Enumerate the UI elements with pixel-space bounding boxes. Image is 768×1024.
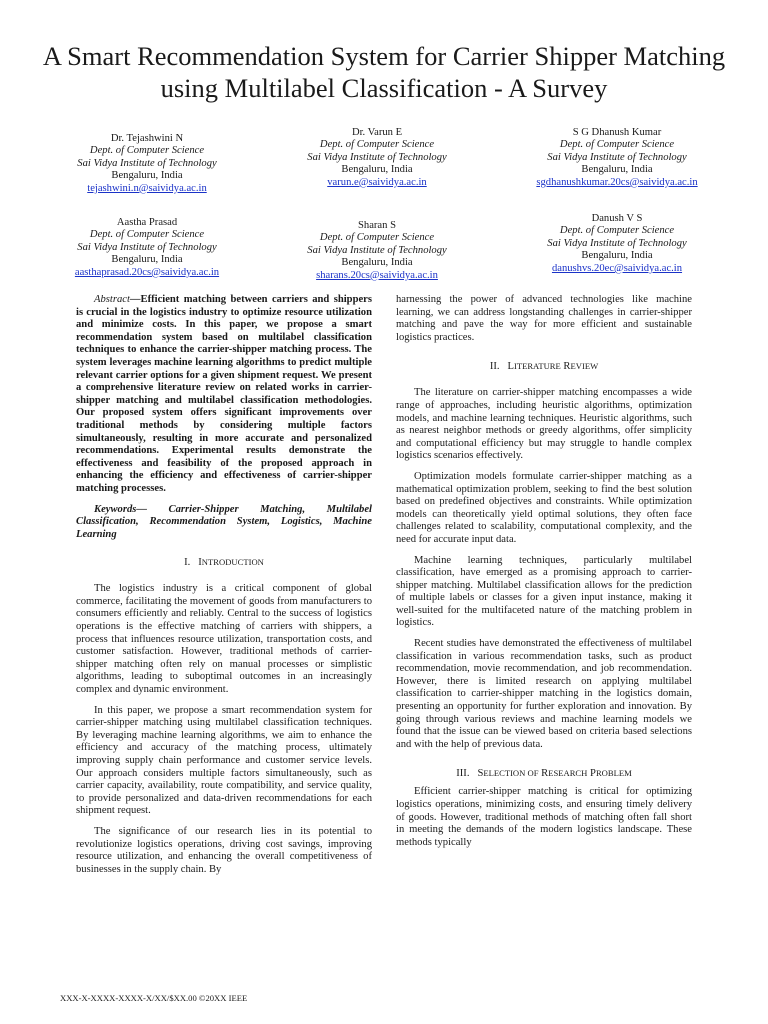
author-institute: Sai Vidya Institute of Technology: [307, 151, 447, 163]
author-dept: Dept. of Computer Science: [559, 225, 675, 237]
author-name: S G Dhanush Kumar: [572, 127, 662, 138]
author-name: Dr. Tejashwini N: [110, 133, 184, 144]
author-dept: Dept. of Computer Science: [89, 145, 205, 157]
author-email-link[interactable]: danushvs.20ec@saividya.ac.in: [551, 262, 683, 274]
abstract: [76, 294, 372, 496]
literature-paragraph-1: The literature on carrier-shipper matching encompasses a wide range of approaches, including heuristic algorithms, optimization models, and machine learning techniques. Heuristic algorithms, such as nearest neighbor methods or greedy algorithms, offer simplicity and computational efficiency but may struggle to handle complex logistics scenarios effectively.: [396, 387, 692, 462]
author-location: Bengaluru, India: [581, 164, 653, 176]
author-block-6: [502, 213, 732, 275]
author-email-link[interactable]: tejashwini.n@saividya.ac.in: [87, 182, 207, 194]
author-institute: Sai Vidya Institute of Technology: [77, 157, 217, 169]
intro-paragraph-1: The logistics industry is a critical component of global commerce, facilitating the movement of goods from manufacturers to consumers efficiently and reliably. Central to the success of logistics operations is the effective matching of carriers with shippers, a process that influences resource utilization, transportation costs, and customer satisfaction. However, traditional methods of carrier-shipper matching often rely on manual processes or simplistic algorithms, leading to suboptimal outcomes in an increasingly complex and dynamic environment.: [76, 583, 372, 696]
author-location: Bengaluru, India: [111, 254, 183, 266]
author-location: Bengaluru, India: [341, 164, 413, 176]
literature-paragraph-2: Optimization models formulate carrier-shipper matching as a mathematical optimization problem, seeking to find the best solution based on predefined objectives and constraints. While optimization models can theoretically yield optimal solutions, they often face challenges related to scalability, computational complexity, and the need for accurate input data.: [396, 470, 692, 545]
author-institute: Sai Vidya Institute of Technology: [307, 244, 447, 256]
abstract-text: Efficient matching between carriers and shippers is crucial in the logistics industry to optimize resource utilization and minimize costs. In this paper, we propose a smart recommendation system based on multilabel classification techniques to enhance the carrier-shipper matching process. The system leverages machine learning algorithms to predict multiple relevant carrier options for a given shipment request. We present a comprehensive literature review on related works in carrier-shipper matching and multilabel classification methodologies. Our proposed system offers significant improvements over traditional methods by considering multiple factors simultaneously, resulting in more accurate and personalized recommendations. Experimental results demonstrate the effectiveness and feasibility of the proposed approach in enhancing the efficiency and effectiveness of carrier-shipper matching processes.: [76, 294, 372, 494]
keywords: [76, 504, 372, 542]
right-column: [396, 294, 692, 849]
author-dept: Dept. of Computer Science: [319, 232, 435, 244]
author-email-link[interactable]: aasthaprasad.20cs@saividya.ac.in: [74, 266, 220, 278]
paper-title: A Smart Recommendation System for Carrier Shipper Matching using Multilabel Classification - A Survey: [42, 41, 726, 103]
selection-paragraph-1: Efficient carrier-shipper matching is critical for optimizing logistics operations, minimizing costs, and ensuring timely delivery of goods. However, traditional methods of matching often fall short in meeting the demands of the modern logistics landscape. These methods typically: [396, 786, 692, 848]
author-block-4: [32, 217, 262, 279]
abstract-dash: —: [129, 294, 141, 305]
author-name: Danush V S: [591, 213, 643, 224]
author-block-3: [502, 127, 732, 189]
author-location: Bengaluru, India: [341, 257, 413, 269]
section-heading-introduction: I. INTRODUCTION: [184, 557, 264, 569]
author-email-link[interactable]: varun.e@saividya.ac.in: [327, 176, 427, 188]
author-dept: Dept. of Computer Science: [319, 139, 435, 151]
author-name: Dr. Varun E: [351, 127, 403, 138]
intro-paragraph-3-continued: harnessing the power of advanced technologies like machine learning, we can address longstanding challenges in carrier-shipper matching and pave the way for more efficient and sustainable logistics practices.: [396, 294, 692, 343]
author-email-link[interactable]: sgdhanushkumar.20cs@saividya.ac.in: [536, 176, 698, 188]
author-block-5: [262, 220, 492, 282]
author-block-1: [32, 133, 262, 195]
left-column: [76, 294, 372, 876]
copyright-footer: XXX-X-XXXX-XXXX-X/XX/$XX.00 ©20XX IEEE: [60, 993, 248, 1003]
author-institute: Sai Vidya Institute of Technology: [547, 151, 687, 163]
abstract-label: Abstract: [94, 294, 130, 305]
author-dept: Dept. of Computer Science: [89, 229, 205, 241]
keywords-label: Keywords—: [94, 503, 147, 515]
author-location: Bengaluru, India: [581, 250, 653, 262]
literature-paragraph-4: Recent studies have demonstrated the effectiveness of multilabel classification in various recommendation tasks, such as product recommendation, movie recommendation, and job recommendation. However, there is limited research on applying multilabel classification to carrier-shipper matching in the logistics domain, presenting an opportunity for further exploration and innovation. By going through various reviews and machine learning models we found that the issue can be viewed based on criteria based selections and with the help of previous data.: [396, 638, 692, 750]
keywords-text: Carrier-Shipper Matching, Multilabel Classification, Recommendation System, Logistics, Machine Learning: [76, 503, 372, 540]
author-dept: Dept. of Computer Science: [559, 139, 675, 151]
intro-paragraph-3: The significance of our research lies in its potential to revolutionize logistics operations, driving cost savings, improving resource utilization, and enhancing the overall competitiveness of businesses in the supply chain. By: [76, 825, 372, 875]
section-heading-literature-review: II. LITERATURE REVIEW: [489, 361, 599, 373]
author-name: Sharan S: [358, 220, 396, 231]
author-location: Bengaluru, India: [111, 170, 183, 182]
section-heading-selection-of-research-problem: III. SELECTION OF RESEARCH PROBLEM: [456, 768, 632, 780]
author-name: Aastha Prasad: [116, 217, 178, 228]
author-institute: Sai Vidya Institute of Technology: [77, 241, 217, 253]
author-institute: Sai Vidya Institute of Technology: [547, 237, 687, 249]
intro-paragraph-2: In this paper, we propose a smart recommendation system for carrier-shipper matching using multilabel classification techniques. By leveraging machine learning algorithms, we aim to enhance the efficiency and accuracy of the matching process, ultimately improving supply chain performance and customer service levels. Our approach considers multiple factors simultaneously, such as carrier capacity, availability, route compatibility, and service quality, to provide personalized and data-driven recommendations for each shipment request.: [76, 704, 372, 817]
literature-paragraph-3: Machine learning techniques, particularly multilabel classification, have emerged as a promising approach to carrier-shipper matching. Multilabel classification allows for the prediction of multiple labels or classes for a given input instance, making it well-suited for the multifaceted nature of the matching problem in logistics.: [396, 554, 692, 629]
author-email-link[interactable]: sharans.20cs@saividya.ac.in: [316, 269, 438, 281]
author-block-2: [262, 127, 492, 189]
